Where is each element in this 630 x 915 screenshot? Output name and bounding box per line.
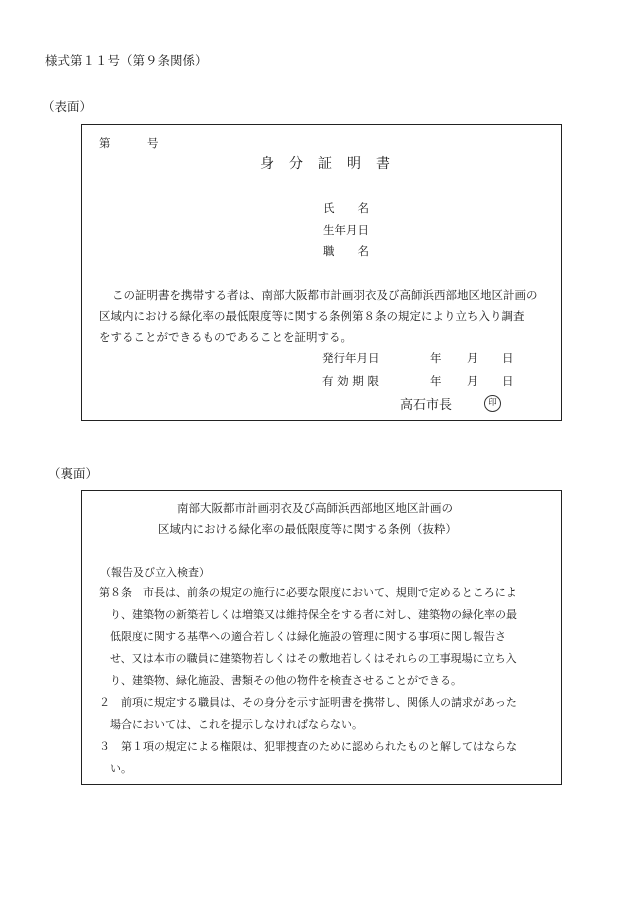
certificate-body-line: をすることができるものであることを証明する。 bbox=[99, 330, 352, 344]
certificate-body-line: この証明書を携帯する者は、南部大阪都市計画羽衣及び高師浜西部地区地区計画の bbox=[112, 288, 538, 302]
ordinance-line: 低限度に関する基準への適合若しくは緑化施設の管理に関する事項に関し報告さ bbox=[110, 630, 506, 643]
certificate-body-line: 区域内における緑化率の最低限度等に関する条例第８条の規定により立ち入り調査 bbox=[99, 309, 525, 323]
ordinance-title-line: 区域内における緑化率の最低限度等に関する条例（抜粋） bbox=[158, 522, 457, 536]
expiry-month-unit: 月 bbox=[467, 374, 479, 388]
expiry-year-unit: 年 bbox=[430, 374, 442, 388]
ordinance-title-line: 南部大阪都市計画羽衣及び高師浜西部地区地区計画の bbox=[177, 501, 453, 515]
seal-icon bbox=[484, 393, 501, 412]
form-number: 様式第１１号（第９条関係） bbox=[45, 53, 208, 68]
number-label-prefix: 第 bbox=[99, 136, 111, 150]
expiry-day-unit: 日 bbox=[502, 374, 514, 388]
ordinance-line: せ、又は本市の職員に建築物若しくはその敷地若しくはそれらの工事現場に立ち入 bbox=[110, 652, 517, 665]
back-heading: （裏面） bbox=[48, 466, 99, 481]
ordinance-line: り、建築物の新築若しくは増築又は維持保全をする者に対し、建築物の緑化率の最 bbox=[110, 608, 517, 621]
section-caption: （報告及び立入検査） bbox=[100, 566, 210, 579]
field-title: 職 名 bbox=[323, 244, 369, 258]
front-heading: （表面） bbox=[42, 99, 93, 114]
ordinance-line: ２ 前項に規定する職員は、その身分を示す証明書を携帯し、関係人の請求があった bbox=[99, 696, 517, 709]
issue-year-unit: 年 bbox=[430, 351, 442, 365]
field-name: 氏 名 bbox=[323, 201, 369, 215]
ordinance-line: い。 bbox=[110, 762, 132, 775]
issue-month-unit: 月 bbox=[467, 351, 479, 365]
ordinance-line: 場合においては、これを提示しなければならない。 bbox=[110, 718, 363, 731]
issuer: 高石市長 bbox=[400, 398, 453, 413]
ordinance-line: ３ 第１項の規定による権限は、犯罪捜査のために認められたものと解してはならな bbox=[99, 740, 517, 753]
seal-text: 印 bbox=[484, 395, 501, 412]
number-label-suffix: 号 bbox=[147, 136, 159, 150]
issue-date-label: 発行年月日 bbox=[322, 351, 380, 365]
ordinance-line: 第８条 市長は、前条の規定の施行に必要な限度において、規則で定めるところによ bbox=[99, 586, 517, 599]
certificate-title: 身分証明書 bbox=[260, 156, 405, 172]
expiry-label: 有 効 期 限 bbox=[322, 374, 379, 388]
ordinance-line: り、建築物、緑化施設、書類その他の物件を検査させることができる。 bbox=[110, 674, 462, 687]
field-birthdate: 生年月日 bbox=[323, 223, 369, 237]
issue-day-unit: 日 bbox=[502, 351, 514, 365]
